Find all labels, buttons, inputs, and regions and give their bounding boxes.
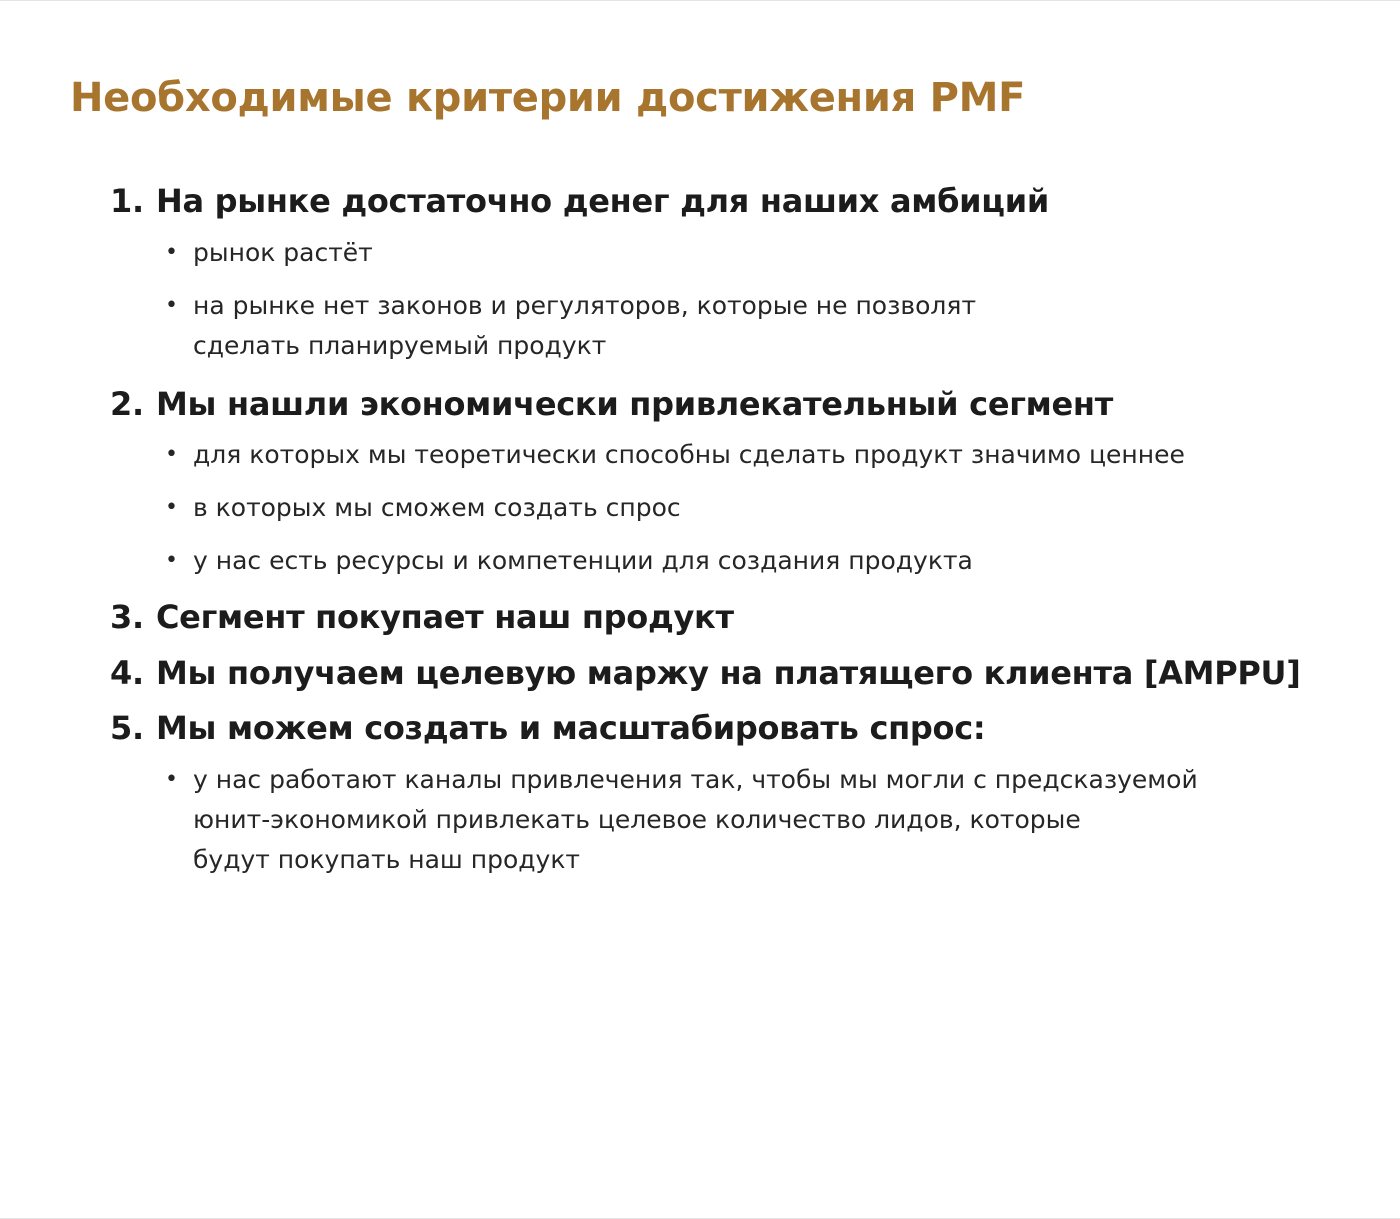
criterion-number: 2. <box>110 384 144 423</box>
criterion-number: 5. <box>110 709 144 748</box>
criterion-heading-text: Мы получаем целевую маржу на платящего клиента [AMPPU] <box>156 653 1301 692</box>
criterion-number: 1. <box>110 182 144 220</box>
criteria-list <box>110 181 1350 880</box>
list-item <box>165 286 1350 366</box>
point-text: у нас есть ресурсы и компетенции для создания продукта <box>193 546 973 576</box>
criterion-3 <box>110 597 1350 639</box>
criterion-4 <box>110 653 1350 695</box>
point-text: в которых мы сможем создать спрос <box>193 493 681 523</box>
bullet-icon: • <box>165 548 178 574</box>
criterion-5 <box>110 708 1350 880</box>
bullet-icon: • <box>165 442 178 468</box>
bullet-icon: • <box>165 292 178 318</box>
list-item <box>165 233 1350 273</box>
criterion-heading <box>110 181 1350 223</box>
criterion-heading <box>110 653 1350 695</box>
criterion-1 <box>110 181 1350 366</box>
criterion-heading <box>110 384 1350 426</box>
list-item <box>165 541 1350 581</box>
criterion-heading-text: Мы можем создать и масштабировать спрос: <box>156 709 986 748</box>
criterion-heading-text: Мы нашли экономически привлекательный сегмент <box>156 384 1113 423</box>
point-text: у нас работают каналы привлечения так, чтобы мы могли с предсказуемой юнит-экономикой привлекать целевое количество лидов, которые будут покупать наш продукт <box>193 764 1198 874</box>
bullet-icon: • <box>165 239 178 265</box>
criterion-points <box>110 233 1350 366</box>
criterion-heading-text: Сегмент покупает наш продукт <box>156 598 734 637</box>
point-text: рынок растёт <box>193 237 373 267</box>
slide-title: Необходимые критерии достижения PMF <box>70 75 1026 121</box>
criterion-number: 3. <box>110 598 144 637</box>
point-text: на рынке нет законов и регуляторов, которые не позволят сделать планируемый продукт <box>193 290 977 360</box>
criterion-heading <box>110 597 1350 639</box>
list-item <box>165 760 1350 880</box>
criterion-heading <box>110 708 1350 750</box>
criterion-heading-text: На рынке достаточно денег для наших амбиций <box>156 182 1049 220</box>
criterion-2 <box>110 384 1350 582</box>
point-text: для которых мы теоретически способны сделать продукт значимо ценнее <box>193 440 1185 470</box>
criterion-points <box>110 760 1350 880</box>
list-item <box>165 435 1350 475</box>
list-item <box>165 488 1350 528</box>
bullet-icon: • <box>165 766 178 792</box>
criterion-number: 4. <box>110 653 144 692</box>
bullet-icon: • <box>165 495 178 521</box>
criterion-points <box>110 435 1350 581</box>
